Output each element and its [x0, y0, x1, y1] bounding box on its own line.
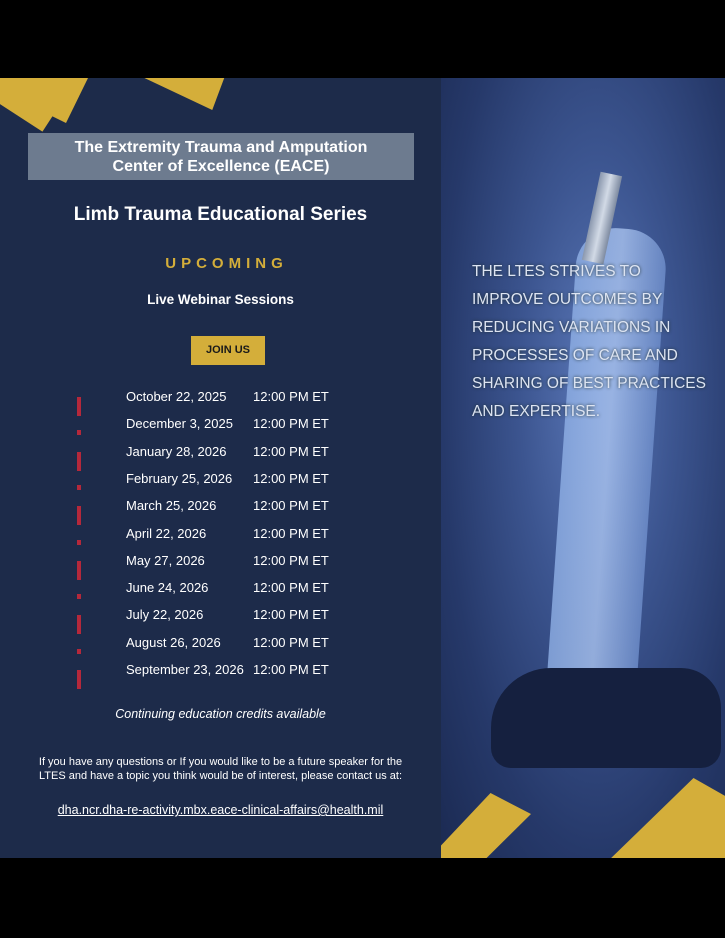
session-date: September 23, 2026 [126, 662, 244, 677]
session-row [126, 443, 329, 459]
session-row [126, 634, 329, 650]
session-date: January 28, 2026 [126, 443, 227, 459]
session-date: April 22, 2026 [126, 525, 207, 541]
session-time: 12:00 PM ET [253, 634, 329, 650]
timeline-marker [77, 649, 81, 654]
header-line-2: Center of Excellence (EACE) [112, 158, 330, 175]
session-time: 12:00 PM ET [253, 470, 329, 486]
timeline-marker [77, 594, 81, 599]
decorative-triangle [606, 778, 725, 858]
subtitle: Live Webinar Sessions [147, 292, 294, 307]
contact-email-link[interactable]: dha.ncr.dha-re-activity.mbx.eace-clinical-affairs@health.mil [57, 803, 384, 817]
join-us-button[interactable]: JOIN US [191, 336, 265, 365]
timeline-marker [77, 506, 81, 525]
session-time: 12:00 PM ET [253, 498, 329, 514]
session-date: February 25, 2026 [126, 470, 233, 486]
photo-panel [441, 78, 725, 858]
session-date: March 25, 2026 [126, 498, 217, 514]
session-time: 12:00 PM ET [253, 580, 329, 596]
session-row [126, 662, 329, 677]
session-row [126, 416, 329, 432]
timeline-marker [77, 485, 81, 490]
session-date: July 22, 2026 [126, 607, 204, 623]
session-row [126, 552, 329, 568]
session-date: December 3, 2025 [126, 416, 233, 432]
series-title: Limb Trauma Educational Series [73, 204, 368, 225]
session-row [126, 470, 329, 486]
session-time: 12:00 PM ET [253, 662, 329, 677]
upcoming-label: UPCOMING [165, 255, 288, 272]
shoe-shape [491, 668, 721, 768]
organization-header [28, 133, 414, 180]
timeline-marker [77, 397, 81, 416]
mission-statement: THE LTES STRIVES TO IMPROVE OUTCOMES BY REDUCING VARIATIONS IN PROCESSES OF CARE AND SHARING OF BEST PRACTICES AND EXPERTISE. [472, 263, 706, 420]
session-date: May 27, 2026 [126, 552, 205, 568]
decorative-triangle [140, 78, 225, 110]
session-time: 12:00 PM ET [253, 552, 329, 568]
session-row [126, 607, 329, 623]
session-row [126, 525, 329, 541]
session-time: 12:00 PM ET [253, 443, 329, 459]
session-row [126, 498, 329, 514]
session-date: October 22, 2025 [126, 389, 227, 404]
session-time: 12:00 PM ET [253, 607, 329, 623]
session-time: 12:00 PM ET [253, 389, 329, 404]
credits-note: Continuing education credits available [115, 707, 326, 721]
timeline-marker [77, 615, 81, 634]
timeline-marker [77, 540, 81, 545]
contact-text: If you have any questions or If you would like to be a future speaker for the LTES and have a topic you think would be of interest, please contact us at: [38, 756, 403, 782]
session-row [126, 580, 329, 596]
timeline-marker [77, 452, 81, 471]
session-date: August 26, 2026 [126, 634, 221, 650]
header-line-1: The Extremity Trauma and Amputation [74, 139, 368, 156]
session-date: June 24, 2026 [126, 580, 209, 596]
timeline-marker [77, 430, 81, 435]
session-time: 12:00 PM ET [253, 525, 329, 541]
timeline-marker [77, 670, 81, 689]
decorative-triangle [441, 793, 531, 858]
timeline-marker [77, 561, 81, 580]
session-row [126, 389, 329, 404]
session-time: 12:00 PM ET [253, 416, 329, 432]
left-panel [0, 78, 441, 858]
